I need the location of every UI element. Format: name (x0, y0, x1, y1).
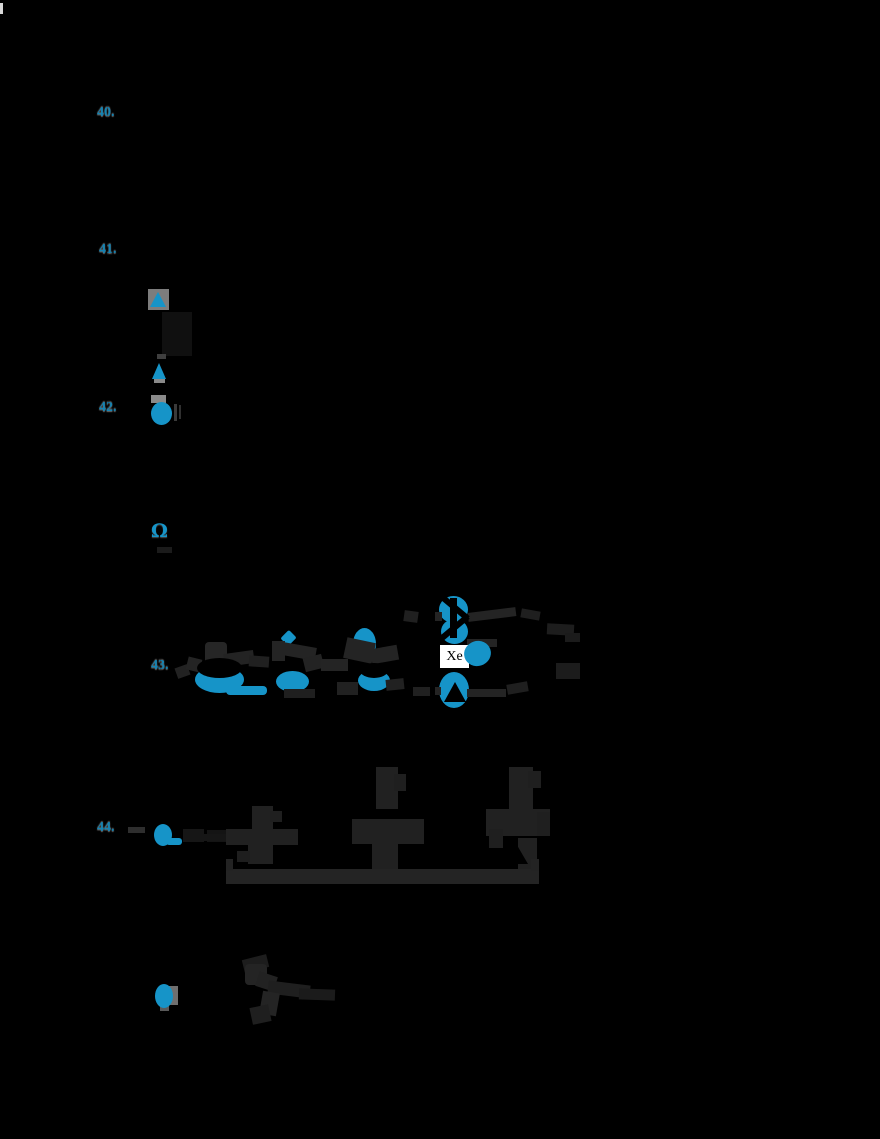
problem-number-41: 41. (99, 242, 117, 257)
res2-bump (394, 774, 406, 791)
omega-marker: Ω (151, 520, 168, 542)
xemol-far4 (506, 681, 528, 694)
mol43b-bond4 (321, 659, 348, 671)
marker-a-triangle (150, 292, 166, 307)
marker-d-underscore (157, 547, 172, 553)
bracket-tick-right (531, 859, 539, 871)
res3-ext-right (537, 812, 550, 836)
marker-e-bar (166, 838, 182, 845)
res1-bump (270, 811, 282, 822)
marker-f-oval (155, 984, 173, 1008)
problem-number-42: 42. (99, 400, 117, 415)
xemol-wedge (444, 682, 466, 702)
xemol-cross3 (450, 598, 457, 638)
mol43-gap-mark2 (413, 687, 430, 696)
res1-band (226, 829, 298, 845)
mol43-gap-mark1 (403, 610, 418, 623)
marker-c-oval (151, 402, 172, 425)
problem-number-43: 43. (151, 658, 169, 673)
marker-c-stripe2 (179, 405, 181, 419)
xemol-far5 (556, 663, 580, 679)
bracket-tick-left (226, 859, 233, 871)
xemol-arm-l1 (435, 612, 442, 621)
problem-number-44: 44. (97, 820, 115, 835)
xemol-far3 (565, 633, 580, 642)
mol44b-seg4 (299, 988, 335, 1000)
mol43a-bond4 (249, 655, 270, 667)
marker-c-stripe1 (174, 404, 177, 421)
problem-number-40: 40. (97, 105, 115, 120)
res3-bump (528, 771, 541, 788)
xemol-arm-l2 (435, 687, 441, 695)
res1-foot (237, 851, 250, 862)
mol43c-base1 (337, 682, 358, 695)
xemol-arm-r1 (468, 607, 517, 622)
res2-band (352, 819, 424, 844)
faint-block-41a (162, 312, 192, 356)
res2-substem (372, 844, 398, 869)
mol43a-highlight-bar (226, 686, 267, 695)
res3-notch (500, 840, 528, 864)
mol43b-base (284, 689, 315, 698)
mol43c-base2 (385, 678, 404, 691)
res1-substem (248, 845, 273, 864)
res1-arm-left (193, 834, 226, 841)
marker-b-triangle (152, 363, 166, 379)
mol44b-seg6 (249, 1004, 271, 1025)
mol43c-lonepair-cut (360, 663, 388, 678)
mol43c-bond2 (370, 645, 399, 664)
mol43a-lonepair-cut (197, 658, 242, 678)
page-edge-tick (0, 3, 3, 14)
faint-speck-41a (157, 354, 166, 359)
q44-dash (128, 827, 145, 833)
bracket-bar (226, 869, 539, 884)
xemol-arm-r3 (467, 689, 506, 697)
xenon-atom-label: Xe (446, 648, 463, 664)
xemol-far1 (520, 608, 540, 620)
marker-b-base (154, 379, 165, 383)
